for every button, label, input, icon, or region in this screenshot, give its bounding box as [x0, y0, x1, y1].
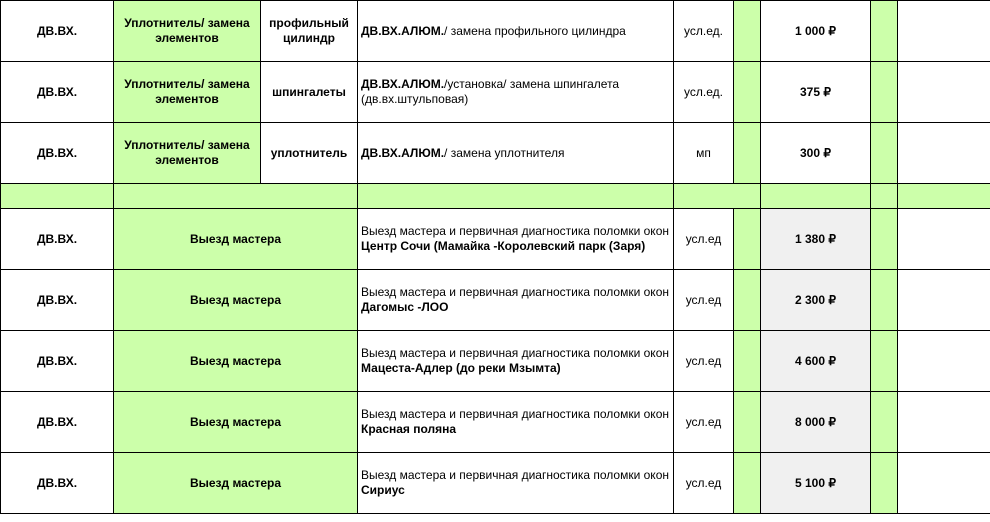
description-bold: Дагомыс -ЛОО [361, 300, 449, 314]
price-cell: 300 ₽ [761, 123, 871, 184]
green-spacer-cell [734, 331, 761, 392]
description-text: Выезд мастера и первичная диагностика поломки окон [361, 285, 669, 299]
table-row [1, 270, 990, 331]
price-cell: 8 000 ₽ [761, 392, 871, 453]
description-bold: Красная поляна [361, 422, 457, 436]
unit-cell: усл.ед [674, 209, 734, 270]
green-spacer-cell [871, 62, 898, 123]
element-cell: шпингалеты [261, 62, 358, 123]
table-row [1, 453, 990, 514]
green-spacer-cell [871, 453, 898, 514]
category-cell: Выезд мастера [114, 331, 358, 392]
code-cell: ДВ.ВХ. [1, 1, 114, 62]
description-bold: Мацеста-Адлер (до реки Мзымта) [361, 361, 561, 375]
empty-cell [898, 270, 990, 331]
code-cell: ДВ.ВХ. [1, 453, 114, 514]
green-spacer-cell [871, 209, 898, 270]
table-row [1, 331, 990, 392]
price-cell: 4 600 ₽ [761, 331, 871, 392]
table-row [1, 123, 990, 184]
code-cell: ДВ.ВХ. [1, 62, 114, 123]
separator-cell [358, 184, 674, 209]
green-spacer-cell [734, 392, 761, 453]
code-cell: ДВ.ВХ. [1, 392, 114, 453]
description-bold: Сириус [361, 483, 405, 497]
description-text: Выезд мастера и первичная диагностика поломки окон [361, 346, 669, 360]
empty-cell [898, 392, 990, 453]
green-spacer-cell [871, 270, 898, 331]
table-row [1, 392, 990, 453]
separator-cell [871, 184, 898, 209]
description-text: /установка/ замена шпингалета (дв.вх.штульповая) [361, 77, 620, 106]
description-cell [358, 209, 674, 270]
separator-cell [114, 184, 358, 209]
unit-cell: усл.ед [674, 392, 734, 453]
description-cell [358, 453, 674, 514]
price-cell: 1 380 ₽ [761, 209, 871, 270]
description-text: / замена уплотнителя [444, 145, 565, 160]
green-spacer-cell [734, 123, 761, 184]
empty-cell [898, 331, 990, 392]
price-cell: 375 ₽ [761, 62, 871, 123]
green-spacer-cell [871, 331, 898, 392]
category-cell: Выезд мастера [114, 209, 358, 270]
separator-cell [761, 184, 871, 209]
price-cell: 1 000 ₽ [761, 1, 871, 62]
description-text: Выезд мастера и первичная диагностика поломки окон [361, 224, 669, 238]
green-spacer-cell [734, 209, 761, 270]
unit-cell: усл.ед [674, 331, 734, 392]
category-cell: Уплотнитель/ замена элементов [114, 1, 261, 62]
description-bold: Центр Сочи (Мамайка -Королевский парк (Заря) [361, 239, 646, 253]
element-cell: профильный цилиндр [261, 1, 358, 62]
description-bold: ДВ.ВХ.АЛЮМ. [361, 145, 445, 160]
code-cell: ДВ.ВХ. [1, 270, 114, 331]
category-cell: Выезд мастера [114, 392, 358, 453]
table-row [1, 1, 990, 62]
separator-row [1, 184, 990, 209]
description-cell [358, 62, 674, 123]
description-cell [358, 1, 674, 62]
code-cell: ДВ.ВХ. [1, 331, 114, 392]
description-cell [358, 270, 674, 331]
green-spacer-cell [734, 453, 761, 514]
description-cell [358, 331, 674, 392]
category-cell: Выезд мастера [114, 270, 358, 331]
category-cell: Выезд мастера [114, 453, 358, 514]
green-spacer-cell [734, 270, 761, 331]
description-bold: ДВ.ВХ.АЛЮМ. [361, 77, 445, 91]
empty-cell [898, 209, 990, 270]
code-cell: ДВ.ВХ. [1, 123, 114, 184]
unit-cell: мп [674, 123, 734, 184]
category-cell: Уплотнитель/ замена элементов [114, 123, 261, 184]
code-cell: ДВ.ВХ. [1, 209, 114, 270]
green-spacer-cell [871, 392, 898, 453]
description-bold: ДВ.ВХ.АЛЮМ. [361, 23, 445, 38]
separator-cell [674, 184, 761, 209]
green-spacer-cell [871, 123, 898, 184]
category-cell: Уплотнитель/ замена элементов [114, 62, 261, 123]
price-cell: 5 100 ₽ [761, 453, 871, 514]
empty-cell [898, 62, 990, 123]
element-cell: уплотнитель [261, 123, 358, 184]
table-row [1, 209, 990, 270]
description-text: Выезд мастера и первичная диагностика поломки окон [361, 468, 669, 482]
empty-cell [898, 453, 990, 514]
description-cell [358, 392, 674, 453]
description-cell [358, 123, 674, 184]
separator-cell [898, 184, 990, 209]
description-text: Выезд мастера и первичная диагностика поломки окон [361, 407, 669, 421]
unit-cell: усл.ед [674, 453, 734, 514]
unit-cell: усл.ед. [674, 62, 734, 123]
table-row [1, 62, 990, 123]
empty-cell [898, 1, 990, 62]
separator-cell [1, 184, 114, 209]
green-spacer-cell [871, 1, 898, 62]
green-spacer-cell [734, 62, 761, 123]
description-text: / замена профильного цилиндра [444, 23, 626, 38]
unit-cell: усл.ед [674, 270, 734, 331]
green-spacer-cell [734, 1, 761, 62]
price-cell: 2 300 ₽ [761, 270, 871, 331]
unit-cell: усл.ед. [674, 1, 734, 62]
empty-cell [898, 123, 990, 184]
